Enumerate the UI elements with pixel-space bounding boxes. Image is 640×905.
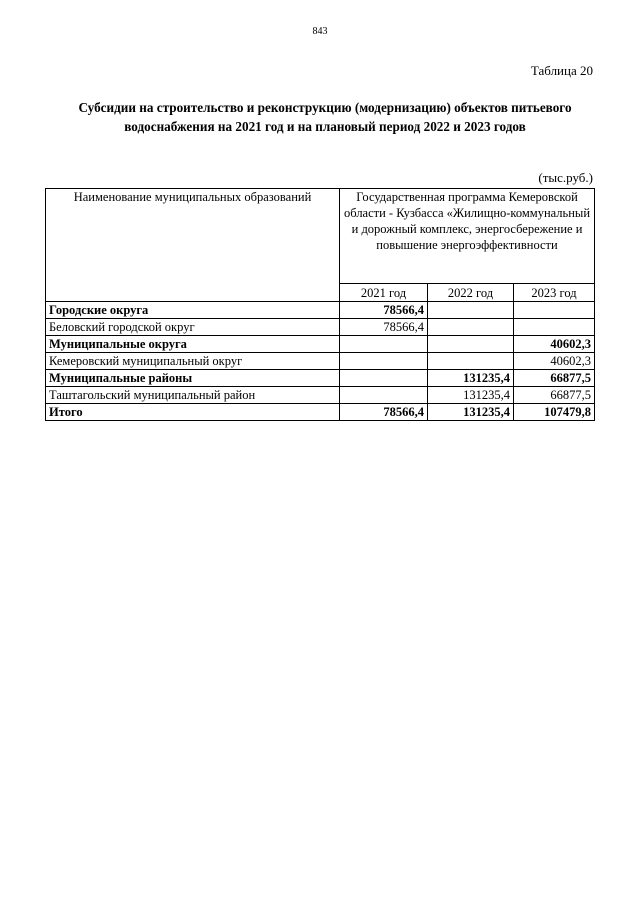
table-row [46,336,595,353]
cell-2022: 131235,4 [428,404,514,421]
header-year-2021: 2021 год [340,284,428,302]
header-state-program [340,189,595,284]
cell-2023: 40602,3 [514,336,595,353]
cell-2023: 66877,5 [514,387,595,404]
row-name: Городские округа [46,302,340,319]
row-name: Муниципальные округа [46,336,340,353]
cell-2021: 78566,4 [340,404,428,421]
header-year-2023: 2023 год [514,284,595,302]
units-label: (тыс.руб.) [538,170,593,185]
cell-2022 [428,319,514,336]
table-row [46,302,595,319]
table-row [46,319,595,336]
table-row [46,370,595,387]
table-row [46,353,595,370]
cell-2022 [428,336,514,353]
cell-2023: 107479,8 [514,404,595,421]
row-name: Беловский городской округ [46,319,340,336]
cell-2021 [340,387,428,404]
cell-2021: 78566,4 [340,319,428,336]
cell-2023: 66877,5 [514,370,595,387]
row-name: Кемеровский муниципальный округ [46,353,340,370]
cell-2021 [340,336,428,353]
table-caption: Таблица 20 [530,63,593,78]
subsidies-table [45,188,595,421]
table-row-total [46,404,595,421]
cell-2023: 40602,3 [514,353,595,370]
row-name: Муниципальные районы [46,370,340,387]
cell-2021: 78566,4 [340,302,428,319]
row-name: Таштагольский муниципальный район [46,387,340,404]
row-name: Итого [46,404,340,421]
table-row [46,387,595,404]
cell-2022 [428,353,514,370]
header-municipality-name: Наименование муниципальных образований [46,189,340,302]
cell-2023 [514,319,595,336]
cell-2022: 131235,4 [428,387,514,404]
cell-2022 [428,302,514,319]
header-year-2022: 2022 год [428,284,514,302]
cell-2021 [340,353,428,370]
cell-2021 [340,370,428,387]
cell-2023 [514,302,595,319]
document-title: Субсидии на строительство и реконструкцию (модернизацию) объектов питьевого водоснабжения на 2021 год и на плановый период 2022 и 2023 годов [78,100,572,134]
cell-2022: 131235,4 [428,370,514,387]
page-number: 843 [312,26,328,37]
header-state-program-text: Государственная программа Кемеровской области - Кузбасса «Жилищно-коммунальный и дорожный комплекс, энергосбережение и повышение энергоэффективности [344,190,591,252]
